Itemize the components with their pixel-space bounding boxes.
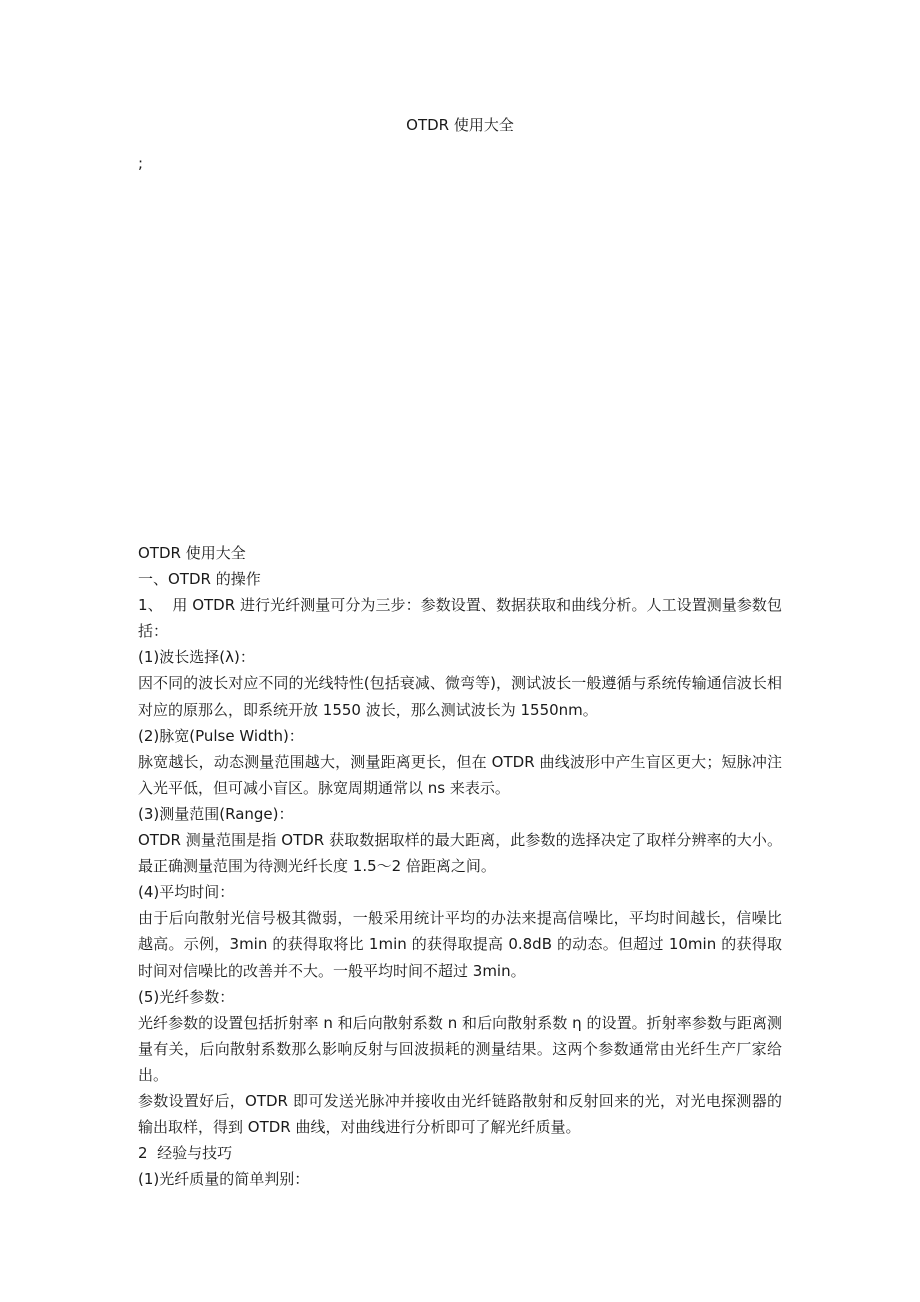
item-2-title: (2)脉宽(Pulse Width)： [138, 726, 304, 745]
document-body [138, 540, 782, 1192]
step-1-label: 1、 [138, 596, 173, 615]
item-1-title: (1)波长选择(λ)： [138, 648, 255, 667]
body-heading: OTDR 使用大全 [138, 544, 246, 562]
item-2-text: 脉宽越长，动态测量范围越大，测量距离更长，但在 OTDR 曲线波形中产生盲区更大；短脉冲注入光平低，但可减小盲区。脉宽周期通常以 ns 来表示。 [138, 752, 782, 797]
step-1-paragraph [138, 592, 782, 644]
stray-semicolon: ; [138, 154, 144, 172]
step-1-text: 用 OTDR 进行光纤测量可分为三步：参数设置、数据获取和曲线分析。人工设置测量参数包括： [138, 596, 782, 641]
item-1-text: 因不同的波长对应不同的光线特性(包括衰减、微弯等)，测试波长一般遵循与系统传输通信波长相对应的原那么，即系统开放 1550 波长，那么测试波长为 1550nm。 [138, 674, 782, 719]
item-4-title: (4)平均时间： [138, 883, 235, 902]
document-title: OTDR 使用大全 [406, 116, 514, 134]
section-1-title: 一、OTDR 的操作 [138, 570, 261, 589]
section-2-title: 2 经验与技巧 [138, 1144, 233, 1163]
section-2-item-1-title: (1)光纤质量的简单判别： [138, 1170, 310, 1189]
item-3-title: (3)测量范围(Range)： [138, 804, 294, 823]
item-4-text: 由于后向散射光信号极其微弱，一般采用统计平均的办法来提高信噪比，平均时间越长，信噪比越高。示例，3min 的获得取将比 1min 的获得取提高 0.8dB 的动态。但超过 10min 的获得取时间对信噪比的改善并不大。一般平均时间不超过 3min。 [138, 909, 782, 980]
item-5-title: (5)光纤参数： [138, 987, 235, 1006]
item-5-text: 光纤参数的设置包括折射率 n 和后向散射系数 n 和后向散射系数 η 的设置。折射率参数与距离测量有关，后向散射系数那么影响反射与回波损耗的测量结果。这两个参数通常由光纤生产厂家给出。 [138, 1013, 782, 1084]
after-setup-paragraph: 参数设置好后，OTDR 即可发送光脉冲并接收由光纤链路散射和反射回来的光，对光电探测器的输出取样，得到 OTDR 曲线，对曲线进行分析即可了解光纤质量。 [138, 1091, 782, 1137]
item-3-text: OTDR 测量范围是指 OTDR 获取数据取样的最大距离，此参数的选择决定了取样分辨率的大小。最正确测量范围为待测光纤长度 1.5～2 倍距离之间。 [138, 831, 782, 876]
